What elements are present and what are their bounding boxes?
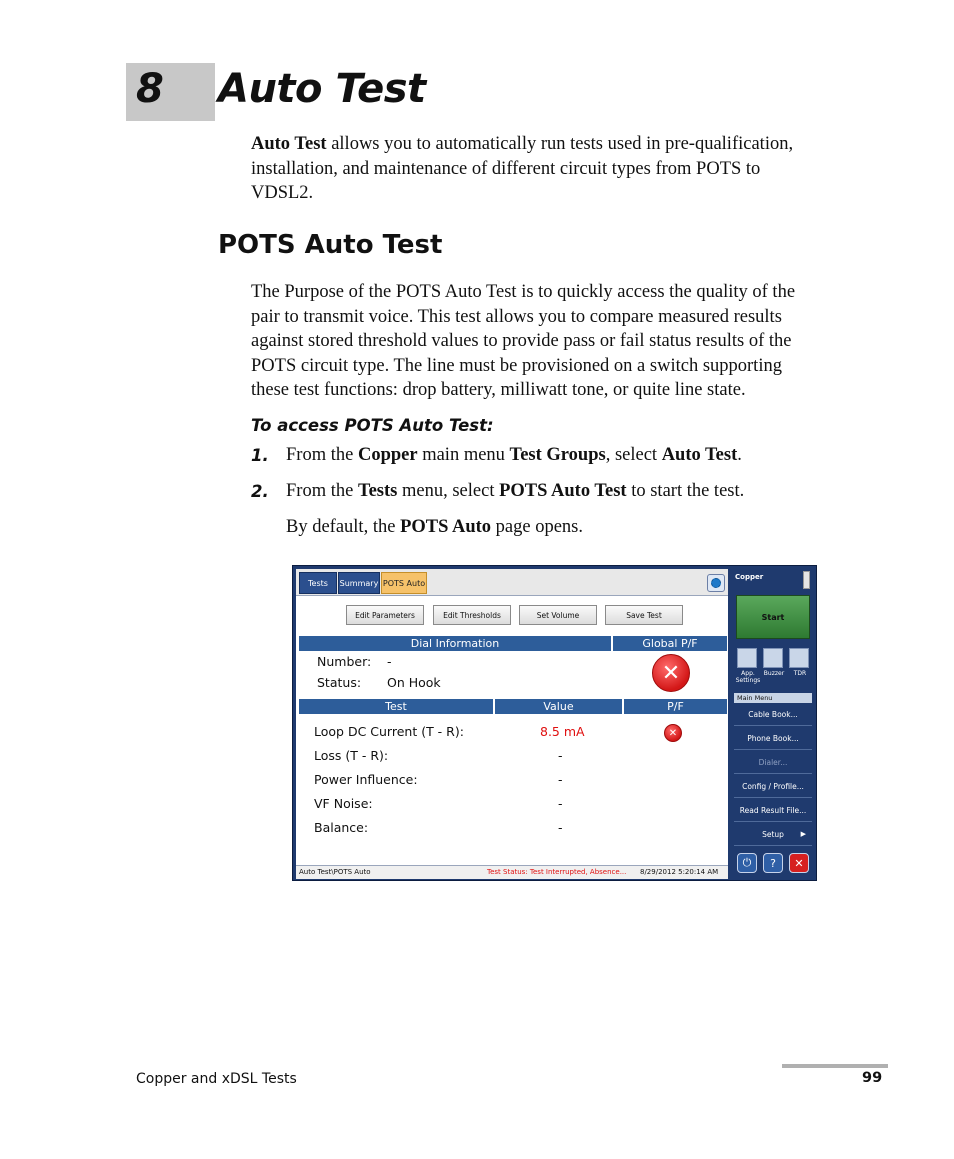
test-value: - [558, 796, 563, 811]
number-value: - [387, 654, 392, 669]
value-column-header: Value [495, 699, 622, 714]
tab-summary[interactable]: Summary [338, 572, 380, 594]
step-text-part: to start the test. [626, 481, 745, 501]
test-column-header: Test [299, 699, 493, 714]
gear-icon[interactable] [707, 574, 725, 592]
global-fail-icon: ✕ [652, 654, 690, 692]
menu-item-dialer[interactable]: Dialer... [734, 751, 812, 774]
chevron-right-icon: ▶ [800, 830, 806, 838]
tab-tests[interactable]: Tests [299, 572, 337, 594]
number-label: Number: [317, 654, 372, 669]
intro-bold: Auto Test [251, 134, 327, 154]
test-value: - [558, 748, 563, 763]
status-value: On Hook [387, 675, 441, 690]
step-bold: Copper [357, 445, 418, 465]
global-pf-header: Global P/F [613, 636, 727, 651]
purpose-paragraph [251, 280, 876, 403]
intro-rest: allows you to automatically run tests used in pre-qualification, [326, 134, 794, 154]
menu-item-label: Setup [762, 829, 784, 839]
test-name: VF Noise: [314, 796, 373, 811]
menu-item-read-result-file[interactable]: Read Result File... [734, 799, 812, 822]
pf-column-header: P/F [624, 699, 727, 714]
step-text-part: . [737, 445, 742, 465]
test-value: - [558, 820, 563, 835]
speaker-icon[interactable] [763, 648, 783, 668]
step-text-part: , select [605, 445, 662, 465]
test-name: Power Influence: [314, 772, 418, 787]
footer-rule [782, 1064, 888, 1068]
save-test-button[interactable]: Save Test [605, 605, 683, 625]
tab-pots-auto[interactable]: POTS Auto [381, 572, 427, 594]
tool-label: Buzzer [763, 670, 785, 677]
purpose-line: pair to transmit voice. This test allows you to compare measured results [251, 306, 782, 327]
note-bold: POTS Auto [400, 517, 492, 537]
step-bold: Tests [357, 481, 398, 501]
battery-icon [803, 571, 810, 589]
note-text: By default, the [286, 517, 401, 537]
step-bold: POTS Auto Test [499, 481, 627, 501]
help-icon[interactable]: ? [763, 853, 783, 873]
purpose-line: POTS circuit type. The line must be provisioned on a switch supporting [251, 355, 782, 376]
step-text-part: menu, select [397, 481, 500, 501]
test-name: Balance: [314, 820, 369, 835]
step-number: 1. [251, 446, 269, 465]
main-pane [296, 569, 728, 878]
tool-label: App. Settings [735, 670, 761, 684]
step-text-part: From the [286, 481, 358, 501]
step-text-part: From the [286, 445, 358, 465]
menu-item-phone-book[interactable]: Phone Book... [734, 727, 812, 750]
page-number: 99 [862, 1070, 883, 1086]
tdr-icon[interactable] [789, 648, 809, 668]
step-bold: Auto Test [661, 445, 738, 465]
start-button[interactable]: Start [736, 595, 810, 639]
step-number: 2. [251, 482, 269, 501]
section-title: POTS Auto Test [218, 230, 443, 260]
set-volume-button[interactable]: Set Volume [519, 605, 597, 625]
dial-information-header: Dial Information [299, 636, 611, 651]
step-bold: Test Groups [509, 445, 606, 465]
edit-parameters-button[interactable]: Edit Parameters [346, 605, 424, 625]
main-menu-header: Main Menu [734, 693, 812, 703]
edit-thresholds-button[interactable]: Edit Thresholds [433, 605, 511, 625]
tool-label: TDR [793, 670, 807, 677]
side-panel [733, 569, 813, 878]
intro-line-2: installation, and maintenance of different circuit types from POTS to [251, 158, 761, 179]
status-message: Test Status: Test Interrupted, Absence... [487, 868, 627, 876]
intro-paragraph [251, 132, 876, 206]
default-note [286, 517, 583, 538]
step-text [286, 445, 742, 466]
purpose-line: against stored threshold values to provide pass or fail status results of the [251, 331, 792, 351]
status-label: Status: [317, 675, 362, 690]
purpose-line: these test functions: drop battery, milliwatt tone, or quite line state. [251, 380, 746, 400]
step-text [286, 481, 744, 502]
chapter-title: Auto Test [218, 66, 426, 112]
test-value: 8.5 mA [540, 724, 585, 739]
step-text-part: main menu [417, 445, 510, 465]
status-path: Auto Test\POTS Auto [299, 868, 371, 876]
footer-title: Copper and xDSL Tests [136, 1071, 297, 1087]
menu-item-cable-book[interactable]: Cable Book... [734, 703, 812, 726]
note-text: page opens. [491, 517, 584, 537]
procedure-title: To access POTS Auto Test: [251, 416, 494, 435]
test-name: Loop DC Current (T - R): [314, 724, 464, 739]
fail-icon: ✕ [664, 724, 682, 742]
side-title: Copper [735, 573, 764, 581]
device-screenshot [292, 565, 817, 881]
status-bar [296, 865, 728, 879]
test-name: Loss (T - R): [314, 748, 389, 763]
power-icon[interactable]: ⏻ [737, 853, 757, 873]
wrench-icon[interactable] [737, 648, 757, 668]
purpose-line: The Purpose of the POTS Auto Test is to quickly access the quality of the [251, 282, 796, 302]
menu-item-setup[interactable] [734, 823, 812, 846]
status-time: 8/29/2012 5:20:14 AM [640, 868, 719, 876]
intro-line-3: VDSL2. [251, 183, 314, 203]
chapter-number: 8 [136, 66, 164, 112]
test-value: - [558, 772, 563, 787]
close-icon[interactable]: ✕ [789, 853, 809, 873]
tab-bar [296, 569, 728, 596]
menu-item-config-profile[interactable]: Config / Profile... [734, 775, 812, 798]
